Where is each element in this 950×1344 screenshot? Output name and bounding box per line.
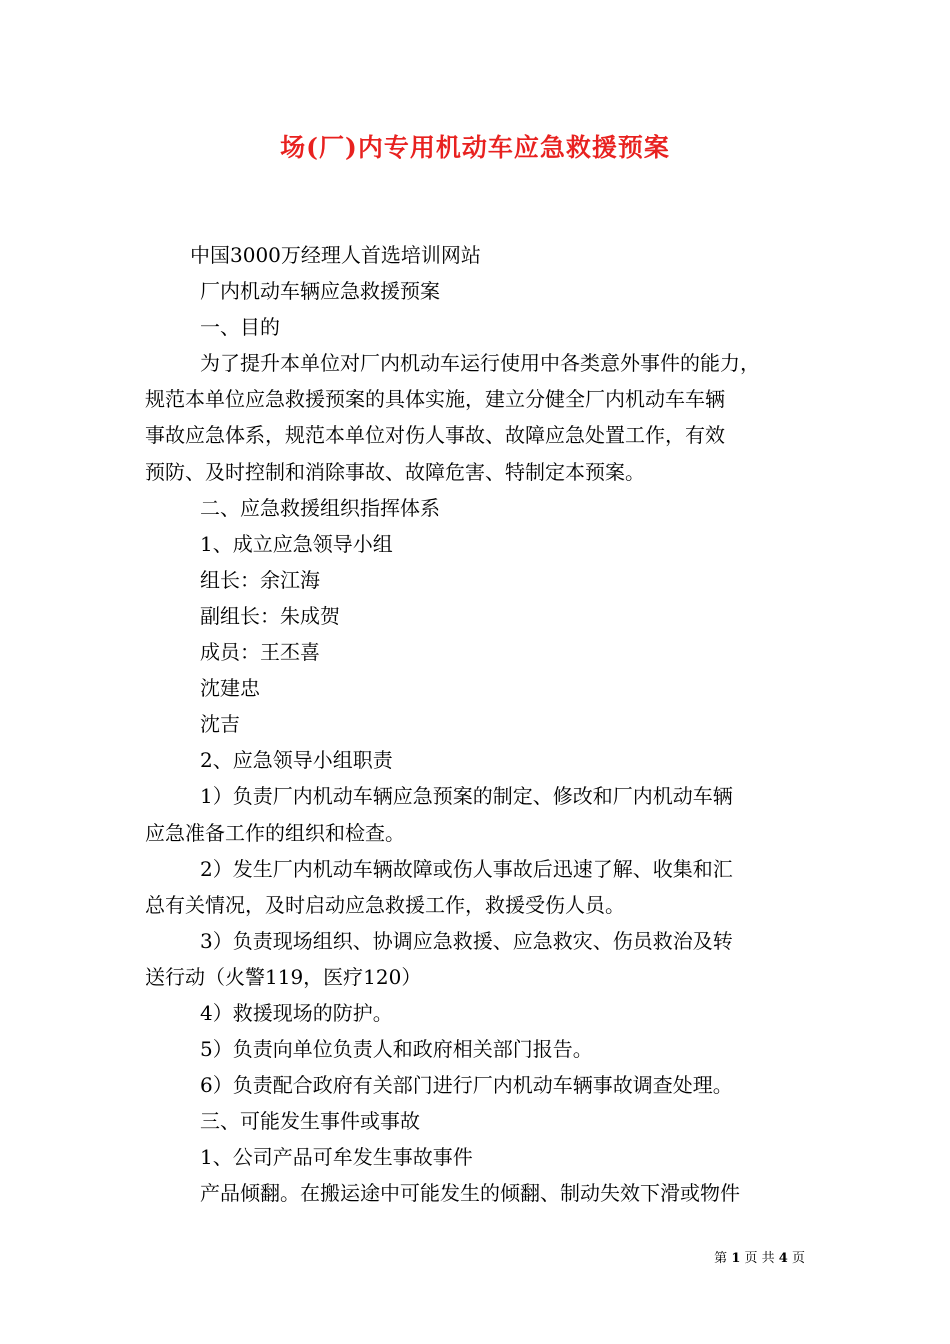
paragraph-line: 3）负责现场组织、协调应急救援、应急救灾、伤员救治及转 — [200, 928, 733, 953]
paragraph-line: 2）发生厂内机动车辆故障或伤人事故后迅速了解、收集和汇 — [200, 856, 733, 881]
footer-suffix: 页 — [791, 1251, 805, 1266]
paragraph-line: 产品倾翻。在搬运途中可能发生的倾翻、制动失效下滑或物件 — [200, 1181, 740, 1206]
paragraph-line: 组长：余江海 — [200, 567, 320, 592]
paragraph-line: 1）负责厂内机动车辆应急预案的制定、修改和厂内机动车辆 — [200, 784, 733, 809]
section-heading: 三、可能发生事件或事故 — [200, 1109, 420, 1134]
section-heading: 二、应急救援组织指挥体系 — [200, 495, 440, 520]
paragraph-line: 成员：王丕喜 — [200, 640, 320, 665]
paragraph-line: 事故应急体系，规范本单位对伤人事故、故障应急处置工作，有效 — [145, 423, 725, 448]
paragraph-line: 沈吉 — [200, 712, 240, 737]
paragraph-line: 5）负责向单位负责人和政府相关部门报告。 — [200, 1037, 593, 1062]
page-footer — [714, 1247, 805, 1266]
footer-middle: 页 共 — [744, 1251, 775, 1266]
footer-total-pages: 4 — [778, 1251, 788, 1266]
paragraph-line: 沈建忠 — [200, 676, 260, 701]
paragraph-line: 6）负责配合政府有关部门进行厂内机动车辆事故调查处理。 — [200, 1073, 733, 1098]
document-body — [145, 237, 815, 1212]
subsection-heading: 1、公司产品可牟发生事故事件 — [200, 1145, 473, 1170]
paragraph-line: 厂内机动车辆应急救援预案 — [200, 279, 440, 304]
section-heading: 一、目的 — [200, 315, 280, 340]
subsection-heading: 1、成立应急领导小组 — [200, 531, 393, 556]
subsection-heading: 2、应急领导小组职责 — [200, 748, 393, 773]
paragraph-line: 送行动（火警119，医疗120） — [145, 964, 422, 989]
paragraph-line: 为了提升本单位对厂内机动车运行使用中各类意外事件的能力， — [200, 351, 760, 376]
footer-page-number: 1 — [731, 1251, 741, 1266]
footer-prefix: 第 — [714, 1251, 728, 1266]
document-title: 场(厂)内专用机动车应急救援预案 — [280, 133, 670, 162]
paragraph-line: 4）救援现场的防护。 — [200, 1000, 393, 1025]
paragraph-line: 总有关情况，及时启动应急救援工作，救援受伤人员。 — [145, 892, 625, 917]
paragraph-line: 应急准备工作的组织和检查。 — [145, 820, 405, 845]
paragraph-line: 规范本单位应急救援预案的具体实施，建立分健全厂内机动车车辆 — [145, 387, 725, 412]
paragraph-line: 预防、及时控制和消除事故、故障危害、特制定本预案。 — [145, 459, 645, 484]
paragraph-line: 副组长：朱成贺 — [200, 603, 340, 628]
paragraph-line: 中国3000万经理人首选培训网站 — [190, 243, 481, 267]
